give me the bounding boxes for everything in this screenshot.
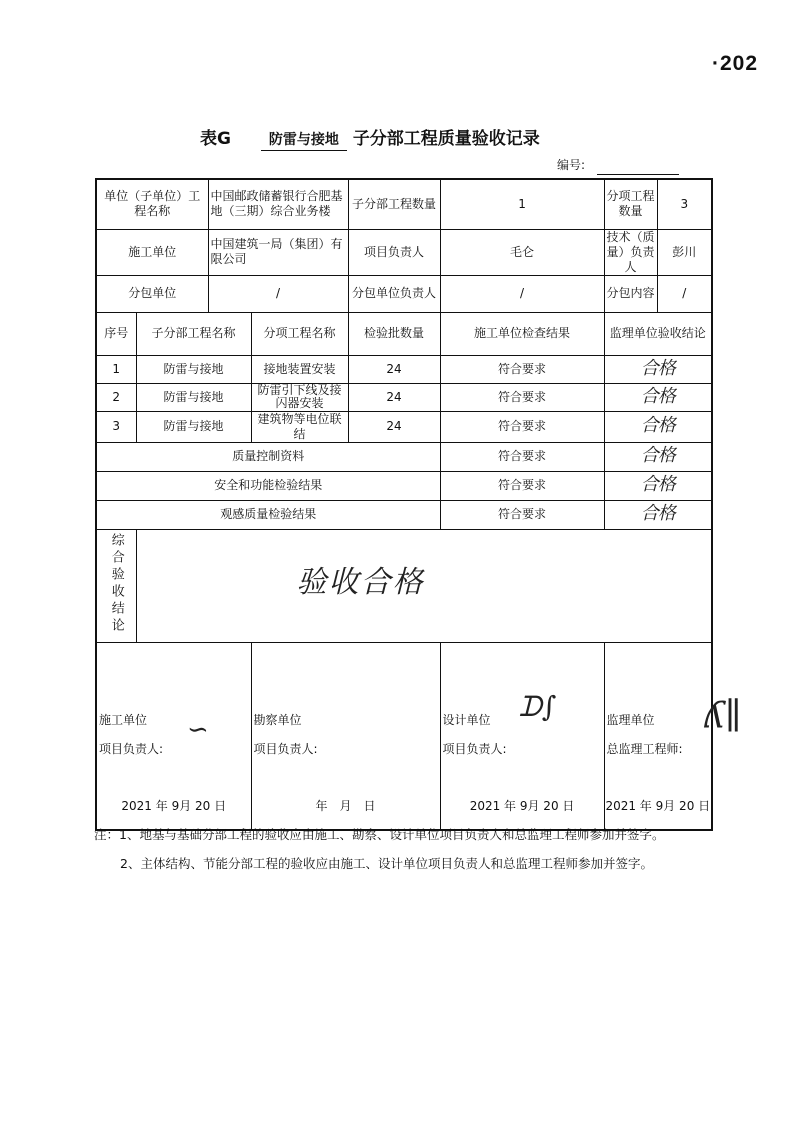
subcontract-value: /	[208, 275, 348, 312]
sig-unit-label: 勘察单位	[253, 712, 302, 727]
tech-value: 彭川	[657, 229, 712, 275]
accept-handwriting: 合格	[640, 415, 675, 436]
sig-unit-label: 设计单位	[442, 712, 491, 727]
sig-person-label: 项目负责人:	[442, 741, 507, 756]
sig-person-label: 项目负责人:	[253, 741, 318, 756]
header-row-3	[96, 275, 712, 312]
subcontract-label: 分包单位	[96, 275, 208, 312]
item-count-label: 分项工程数量	[604, 179, 657, 229]
tech-label: 技术（质量）负责人	[604, 229, 657, 275]
unit-label: 单位（子单位）工程名称	[96, 179, 208, 229]
row-accept-signature	[604, 411, 712, 442]
sig-person-label: 项目负责人:	[99, 741, 164, 756]
title-prefix: 表G	[200, 129, 231, 149]
row-result: 符合要求	[440, 411, 604, 442]
summary-label: 安全和功能检验结果	[96, 471, 440, 500]
summary-row	[96, 471, 712, 500]
table-row	[96, 355, 712, 383]
col-item-name: 分项工程名称	[251, 312, 348, 355]
row-sub-name: 防雷与接地	[136, 411, 251, 442]
sig-unit-label: 施工单位	[99, 712, 148, 727]
item-count-value: 3	[657, 179, 712, 229]
sig-person-label: 总监理工程师:	[606, 741, 683, 756]
table-row	[96, 383, 712, 411]
signature-block-design	[440, 642, 604, 830]
row-accept-signature	[604, 355, 712, 383]
acceptance-form	[95, 178, 742, 831]
unit-value: 中国邮政储蓄银行合肥基地（三期）综合业务楼	[208, 179, 348, 229]
signature-row	[96, 642, 712, 830]
sig-date: 2021 年 9月 20 日	[605, 798, 711, 813]
sig-date: 年 月 日	[315, 798, 376, 813]
page-title	[200, 124, 660, 151]
row-batch: 24	[348, 411, 440, 442]
construction-signature: ∽	[187, 714, 209, 745]
accept-handwriting: 合格	[640, 445, 675, 466]
sub-count-label: 子分部工程数量	[348, 179, 440, 229]
sig-date: 2021 年 9月 20 日	[121, 798, 227, 813]
col-sub-name: 子分部工程名称	[136, 312, 251, 355]
contractor-value: 中国建筑一局（集团）有限公司	[208, 229, 348, 275]
sub-count-value: 1	[440, 179, 604, 229]
row-result: 符合要求	[440, 355, 604, 383]
col-batch-count: 检验批数量	[348, 312, 440, 355]
accept-handwriting: 合格	[640, 474, 675, 495]
summary-accept-signature	[604, 442, 712, 471]
row-sub-name: 防雷与接地	[136, 355, 251, 383]
summary-result: 符合要求	[440, 500, 604, 529]
sub-content-value: /	[657, 275, 712, 312]
signature-block-construction	[96, 642, 251, 830]
page-number: ·202	[712, 52, 759, 75]
summary-row	[96, 500, 712, 529]
row-item-name: 建筑物等电位联结	[251, 411, 348, 442]
header-row-1	[96, 179, 712, 229]
summary-result: 符合要求	[440, 471, 604, 500]
conclusion-row	[96, 529, 712, 642]
row-sub-name: 防雷与接地	[136, 383, 251, 411]
col-seq: 序号	[96, 312, 136, 355]
row-seq: 3	[96, 411, 136, 442]
row-seq: 2	[96, 383, 136, 411]
summary-accept-signature	[604, 500, 712, 529]
conclusion-content	[136, 529, 712, 642]
supervision-signature: ʎ∥	[704, 695, 742, 737]
accept-handwriting: 合格	[640, 503, 675, 524]
accept-handwriting: 合格	[640, 385, 675, 407]
col-check-result: 施工单位检查结果	[440, 312, 604, 355]
row-result: 符合要求	[440, 383, 604, 411]
pm-value: 毛仑	[440, 229, 604, 275]
row-batch: 24	[348, 383, 440, 411]
design-signature: ᗪ∫	[518, 689, 557, 723]
sig-unit-label: 监理单位	[606, 712, 655, 727]
summary-row	[96, 442, 712, 471]
summary-result: 符合要求	[440, 442, 604, 471]
row-accept-signature	[604, 383, 712, 411]
title-suffix: 子分部工程质量验收记录	[352, 129, 540, 149]
table-row	[96, 411, 712, 442]
serial-field[interactable]	[597, 174, 679, 175]
note-1: 注：1、地基与基础分部工程的验收应由施工、勘察、设计单位项目负责人和总监理工程师参加并签字。	[94, 827, 665, 842]
conclusion-label: 综合验收结论	[108, 532, 124, 635]
row-item-name: 接地装置安装	[251, 355, 348, 383]
col-accept: 监理单位验收结论	[604, 312, 712, 355]
sub-pm-label: 分包单位负责人	[348, 275, 440, 312]
signature-block-supervision	[604, 642, 742, 830]
pm-label: 项目负责人	[348, 229, 440, 275]
note-2: 2、主体结构、节能分部工程的验收应由施工、设计单位项目负责人和总监理工程师参加并签字。	[120, 856, 653, 871]
footnotes	[94, 820, 714, 878]
sub-pm-value: /	[440, 275, 604, 312]
conclusion-handwriting: 验收合格	[296, 565, 425, 600]
header-row-2	[96, 229, 712, 275]
row-seq: 1	[96, 355, 136, 383]
signature-block-survey	[251, 642, 440, 830]
accept-handwriting: 合格	[640, 357, 675, 379]
conclusion-label-cell	[96, 529, 136, 642]
title-underlined: 防雷与接地	[261, 129, 347, 151]
summary-accept-signature	[604, 471, 712, 500]
sub-content-label: 分包内容	[604, 275, 657, 312]
row-item-name: 防雷引下线及接闪器安装	[251, 383, 348, 411]
sig-date: 2021 年 9月 20 日	[469, 798, 575, 813]
summary-label: 质量控制资料	[96, 442, 440, 471]
contractor-label: 施工单位	[96, 229, 208, 275]
serial-label: 编号:	[557, 158, 586, 172]
row-batch: 24	[348, 355, 440, 383]
column-header-row	[96, 312, 712, 355]
summary-label: 观感质量检验结果	[96, 500, 440, 529]
